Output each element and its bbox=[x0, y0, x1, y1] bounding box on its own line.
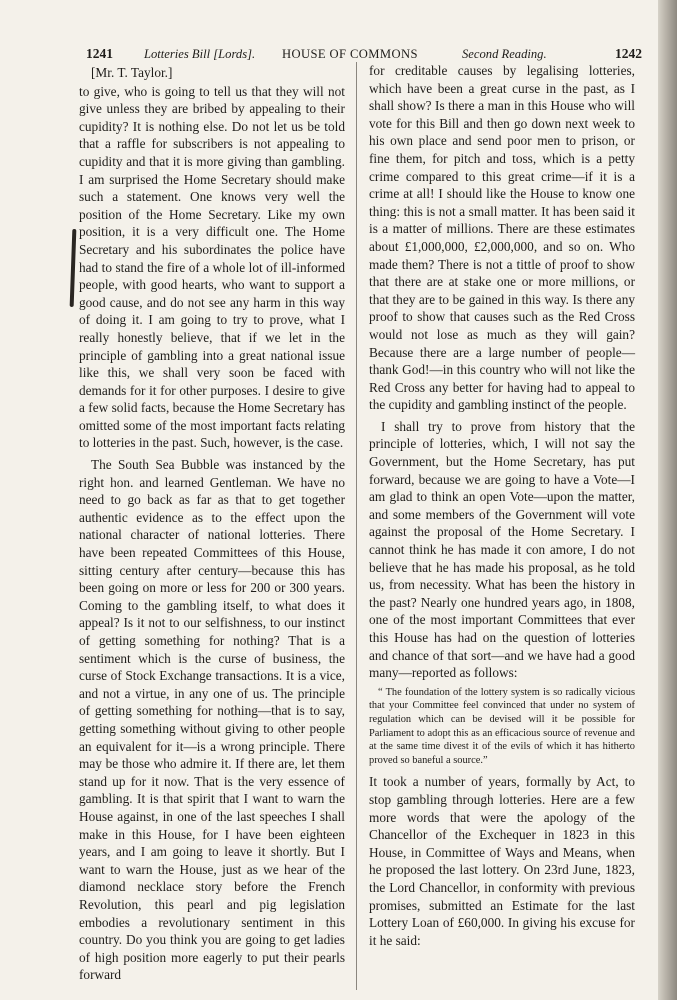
speaker-attribution: [Mr. T. Taylor.] bbox=[91, 65, 173, 80]
right-paragraph-3: It took a number of years, formally by Act, to stop gambling through lotteries. Here are a few more words that were the apology of the Chancellor of the Exchequer in 1823 in this House, in Committee of Ways and Means, when he proposed the last lottery. On 23rd June, 1823, the Lord Chancellor, in conformity with previous promises, submitted an Estimate for the last Lottery Loan of £60,000. In giving his excuse for it he said: bbox=[369, 774, 635, 948]
running-title-right: Second Reading. bbox=[462, 47, 547, 61]
left-paragraph-1: to give, who is going to tell us that they will not give unless they are bribed by appealing to their cupidity? It is nothing else. Do not let us be told that a raffle for subscribers is not appealing to cupidity and that it is more giving than gambling. I am surprised the Home Secretary should make such a statement. One knows very well the position of the Home Secretary. Like my own position, it is a very difficult one. The Home Secretary and his subordinates the police have had to stand the fire of a whole lot of ill-informed people, with good hearts, who want to support a good cause, and do not see any harm in this way of doing it. I am going to try to prove, what I really honestly believe, that if we let in the principle of gambling into a great national issue like this, we shall very soon be faced with demands for it for other purposes. I desire to give a few solid facts, because the Home Secretary has omitted some of the most important facts relating to lotteries in the past. Such, however, is the case. bbox=[79, 83, 345, 451]
running-title-left: Lotteries Bill [Lords]. bbox=[144, 47, 256, 61]
right-paragraph-1: for creditable causes by legalising lotteries, which have been a great curse in the past, as I shall show? Is there a man in this House who will vote for this Bill and then go down next week to his own place and send poor men to prison, or fine them, for pitch and toss, which is a petty crime compared to this great crime—if it is a crime at all! I should like the House to know one thing: this is not a small matter. It has been said it is a matter of millions. There are these estimates about £1,000,000, £2,000,000, and so on. Who made them? There is not a tittle of proof to show that there are at stake one or more millions, or that they are to be gained in this way. Is there any proof to show that causes such as the Red Cross would not lose as much as they will gain? Because there are a large number of people—thank God!—in this country who will not like the Red Cross any better for having had to appeal to the cupidity and gambling instinct of the people. bbox=[369, 63, 635, 413]
book-spine-edge bbox=[658, 0, 677, 1000]
page-number-right: 1242 bbox=[615, 46, 642, 61]
column-divider bbox=[356, 62, 357, 990]
left-paragraph-2: The South Sea Bubble was instanced by the right hon. and learned Gentleman. We have no need to go back as far as that to get together authentic evidence as to the effect upon the national character of national lotteries. There have been repeated Committees of this House, sitting century after century—because this has been going on more or less for 200 or 300 years. Coming to the gambling itself, to what does it appeal? Is it not to our selfishness, to our instinct of getting something for nothing? That is a sentiment which is the curse of business, the curse of Stock Exchange transactions. It is a vice, and not a virtue, in any one of us. The principle of getting something for nothing—that is to say, getting something without giving to other people an equivalent for it—is a wrong principle. There may be those who admire it. If there are, let them stand up for it now. That is the very essence of gambling. It is that spirit that I want to warn the House against, in one of the last speeches I shall make in this House, for I have been eighteen years, and I am going to leave it shortly. But I want to warn the House, just as we hear of the diamond necklace story before the French Revolution, this pearl and pig legislation embodies a revolutionary sentiment in this country. Do you think you are going to get ladies of high position more eagerly to put their pearls forward bbox=[79, 457, 345, 983]
page-number-left: 1241 bbox=[86, 46, 113, 61]
committee-quote: “ The foundation of the lottery system is so radically vicious that your Committee feel convinced that under no system of regulation which can be devised will it be possible for Parliament to adopt this as an efficacious source of revenue and at the same time divest it of the evils of which it has hitherto proved so baneful a source.” bbox=[369, 686, 635, 766]
right-paragraph-2: I shall try to prove from history that the principle of lotteries, which, I will not say the Government, but the Home Secretary, has put forward, because we are going to have a Vote—I am glad to think an open Vote—upon the matter, and some members of the Government will vote against the proposal of the Home Secretary. I cannot think he has made it con amore, I do not believe that he has made his proposal, as he told us, from necessity. What has been the history in the past? Nearly one hundred years ago, in 1808, one of the most important Committees that ever this House has had on the question of lotteries and chance of that sort—and we have had a good many—reported as follows: bbox=[369, 418, 635, 681]
left-column bbox=[79, 62, 345, 984]
running-title-center: HOUSE OF COMMONS bbox=[282, 47, 418, 61]
right-column bbox=[369, 62, 635, 949]
margin-pencil-mark bbox=[70, 229, 77, 307]
